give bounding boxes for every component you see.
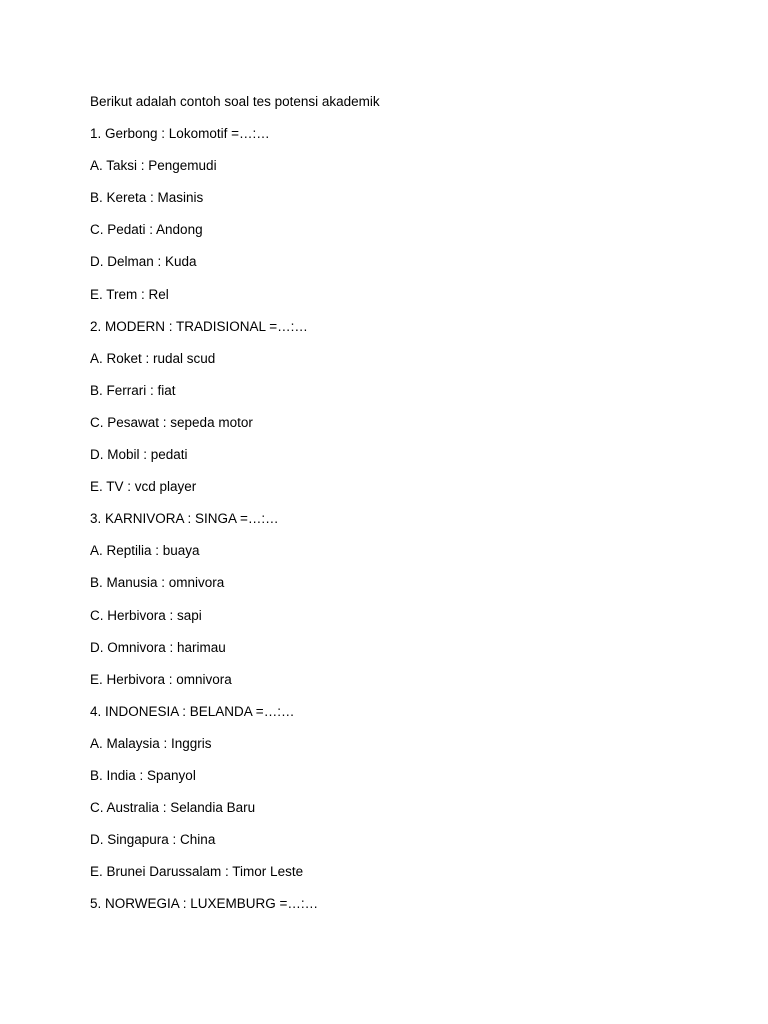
question-4-option-c: C. Australia : Selandia Baru	[90, 800, 256, 816]
question-1-option-a: A. Taksi : Pengemudi	[90, 158, 217, 174]
question-3-stem: 3. KARNIVORA : SINGA =…:…	[90, 511, 279, 527]
question-1-option-c: C. Pedati : Andong	[90, 222, 203, 238]
question-2-option-e: E. TV : vcd player	[90, 479, 197, 495]
question-2-option-a: A. Roket : rudal scud	[90, 350, 216, 366]
question-4-option-e: E. Brunei Darussalam : Timor Leste	[90, 864, 304, 880]
document-body	[90, 92, 690, 926]
question-3-option-b: B. Manusia : omnivora	[90, 575, 225, 591]
question-4-stem: 4. INDONESIA : BELANDA =…:…	[90, 703, 295, 719]
question-1-option-e: E. Trem : Rel	[90, 286, 169, 302]
question-3-option-c: C. Herbivora : sapi	[90, 607, 202, 623]
question-3-option-a: A. Reptilia : buaya	[90, 543, 200, 559]
question-3-option-d: D. Omnivora : harimau	[90, 639, 226, 655]
question-1-option-b: B. Kereta : Masinis	[90, 190, 204, 206]
intro-text: Berikut adalah contoh soal tes potensi akademik	[90, 94, 380, 109]
question-2-option-b: B. Ferrari : fiat	[90, 382, 176, 398]
question-4-option-d: D. Singapura : China	[90, 832, 216, 848]
question-3-option-e: E. Herbivora : omnivora	[90, 671, 232, 687]
question-2-stem: 2. MODERN : TRADISIONAL =…:…	[90, 318, 308, 334]
question-4-option-b: B. India : Spanyol	[90, 767, 196, 783]
question-1-stem: 1. Gerbong : Lokomotif =…:…	[90, 126, 270, 142]
question-4-option-a: A. Malaysia : Inggris	[90, 735, 212, 751]
question-5-stem: 5. NORWEGIA : LUXEMBURG =…:…	[90, 896, 319, 912]
question-1-option-d: D. Delman : Kuda	[90, 254, 197, 270]
question-2-option-d: D. Mobil : pedati	[90, 447, 188, 463]
question-2-option-c: C. Pesawat : sepeda motor	[90, 414, 253, 430]
